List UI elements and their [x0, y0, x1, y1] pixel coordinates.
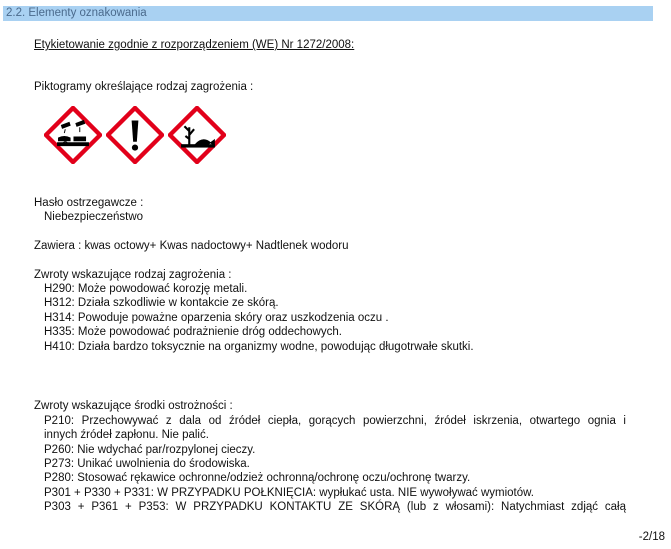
precautionary-statement-p210: P210: Przechowywać z dala od źródeł ciepła, gorących powierzchni, źródeł iskrzenia, otwartego ognia i: [44, 415, 626, 427]
page-number: -2/18: [638, 531, 665, 543]
signal-word-value: Niebezpieczeństwo: [44, 211, 144, 223]
section-header: 2.2. Elementy oznakowania: [3, 6, 653, 21]
hazard-statement: H314: Powoduje poważne oparzenia skóry oraz uszkodzenia oczu .: [44, 312, 389, 324]
exclamation-pictogram-icon: [106, 106, 164, 164]
signal-word-label: Hasło ostrzegawcze :: [34, 197, 144, 209]
environment-pictogram-icon: [168, 106, 226, 164]
precautionary-statement-p301: P301 + P330 + P331: W PRZYPADKU POŁKNIĘCIA: wypłukać usta. NIE wywoływać wymiotów.: [44, 487, 535, 499]
precautionary-statement-p210-cont: innych źródeł zapłonu. Nie palić.: [44, 429, 209, 441]
pictograms-label: Piktogramy określające rodzaj zagrożenia :: [34, 81, 254, 93]
precautionary-statement-p260: P260: Nie wdychać par/rozpylonej cieczy.: [44, 444, 256, 456]
precautionary-statement-p303: P303 + P361 + P353: W PRZYPADKU KONTAKTU ZE SKÓRĄ (lub z włosami): Natychmiast zdjąć całą: [44, 501, 626, 513]
precautionary-statement-p273: P273: Unikać uwolnienia do środowiska.: [44, 458, 250, 470]
hazard-statements-label: Zwroty wskazujące rodzaj zagrożenia :: [34, 269, 232, 281]
contains-text: Zawiera : kwas octowy+ Kwas nadoctowy+ Nadtlenek wodoru: [34, 240, 349, 252]
hazard-statement: H410: Działa bardzo toksycznie na organizmy wodne, powodując długotrwałe skutki.: [44, 341, 474, 353]
hazard-statement: H290: Może powodować korozję metali.: [44, 283, 248, 295]
labelling-heading: Etykietowanie zgodnie z rozporządzeniem (WE) Nr 1272/2008:: [34, 39, 355, 51]
corrosion-pictogram-icon: [44, 106, 102, 164]
precautionary-statement-p280: P280: Stosować rękawice ochronne/odzież ochronną/ochronę oczu/ochronę twarzy.: [44, 472, 471, 484]
hazard-statement: H312: Działa szkodliwie w kontakcie ze skórą.: [44, 297, 279, 309]
hazard-statement: H335: Może powodować podrażnienie dróg oddechowych.: [44, 326, 342, 338]
precautionary-statements-label: Zwroty wskazujące środki ostrożności :: [34, 400, 233, 412]
